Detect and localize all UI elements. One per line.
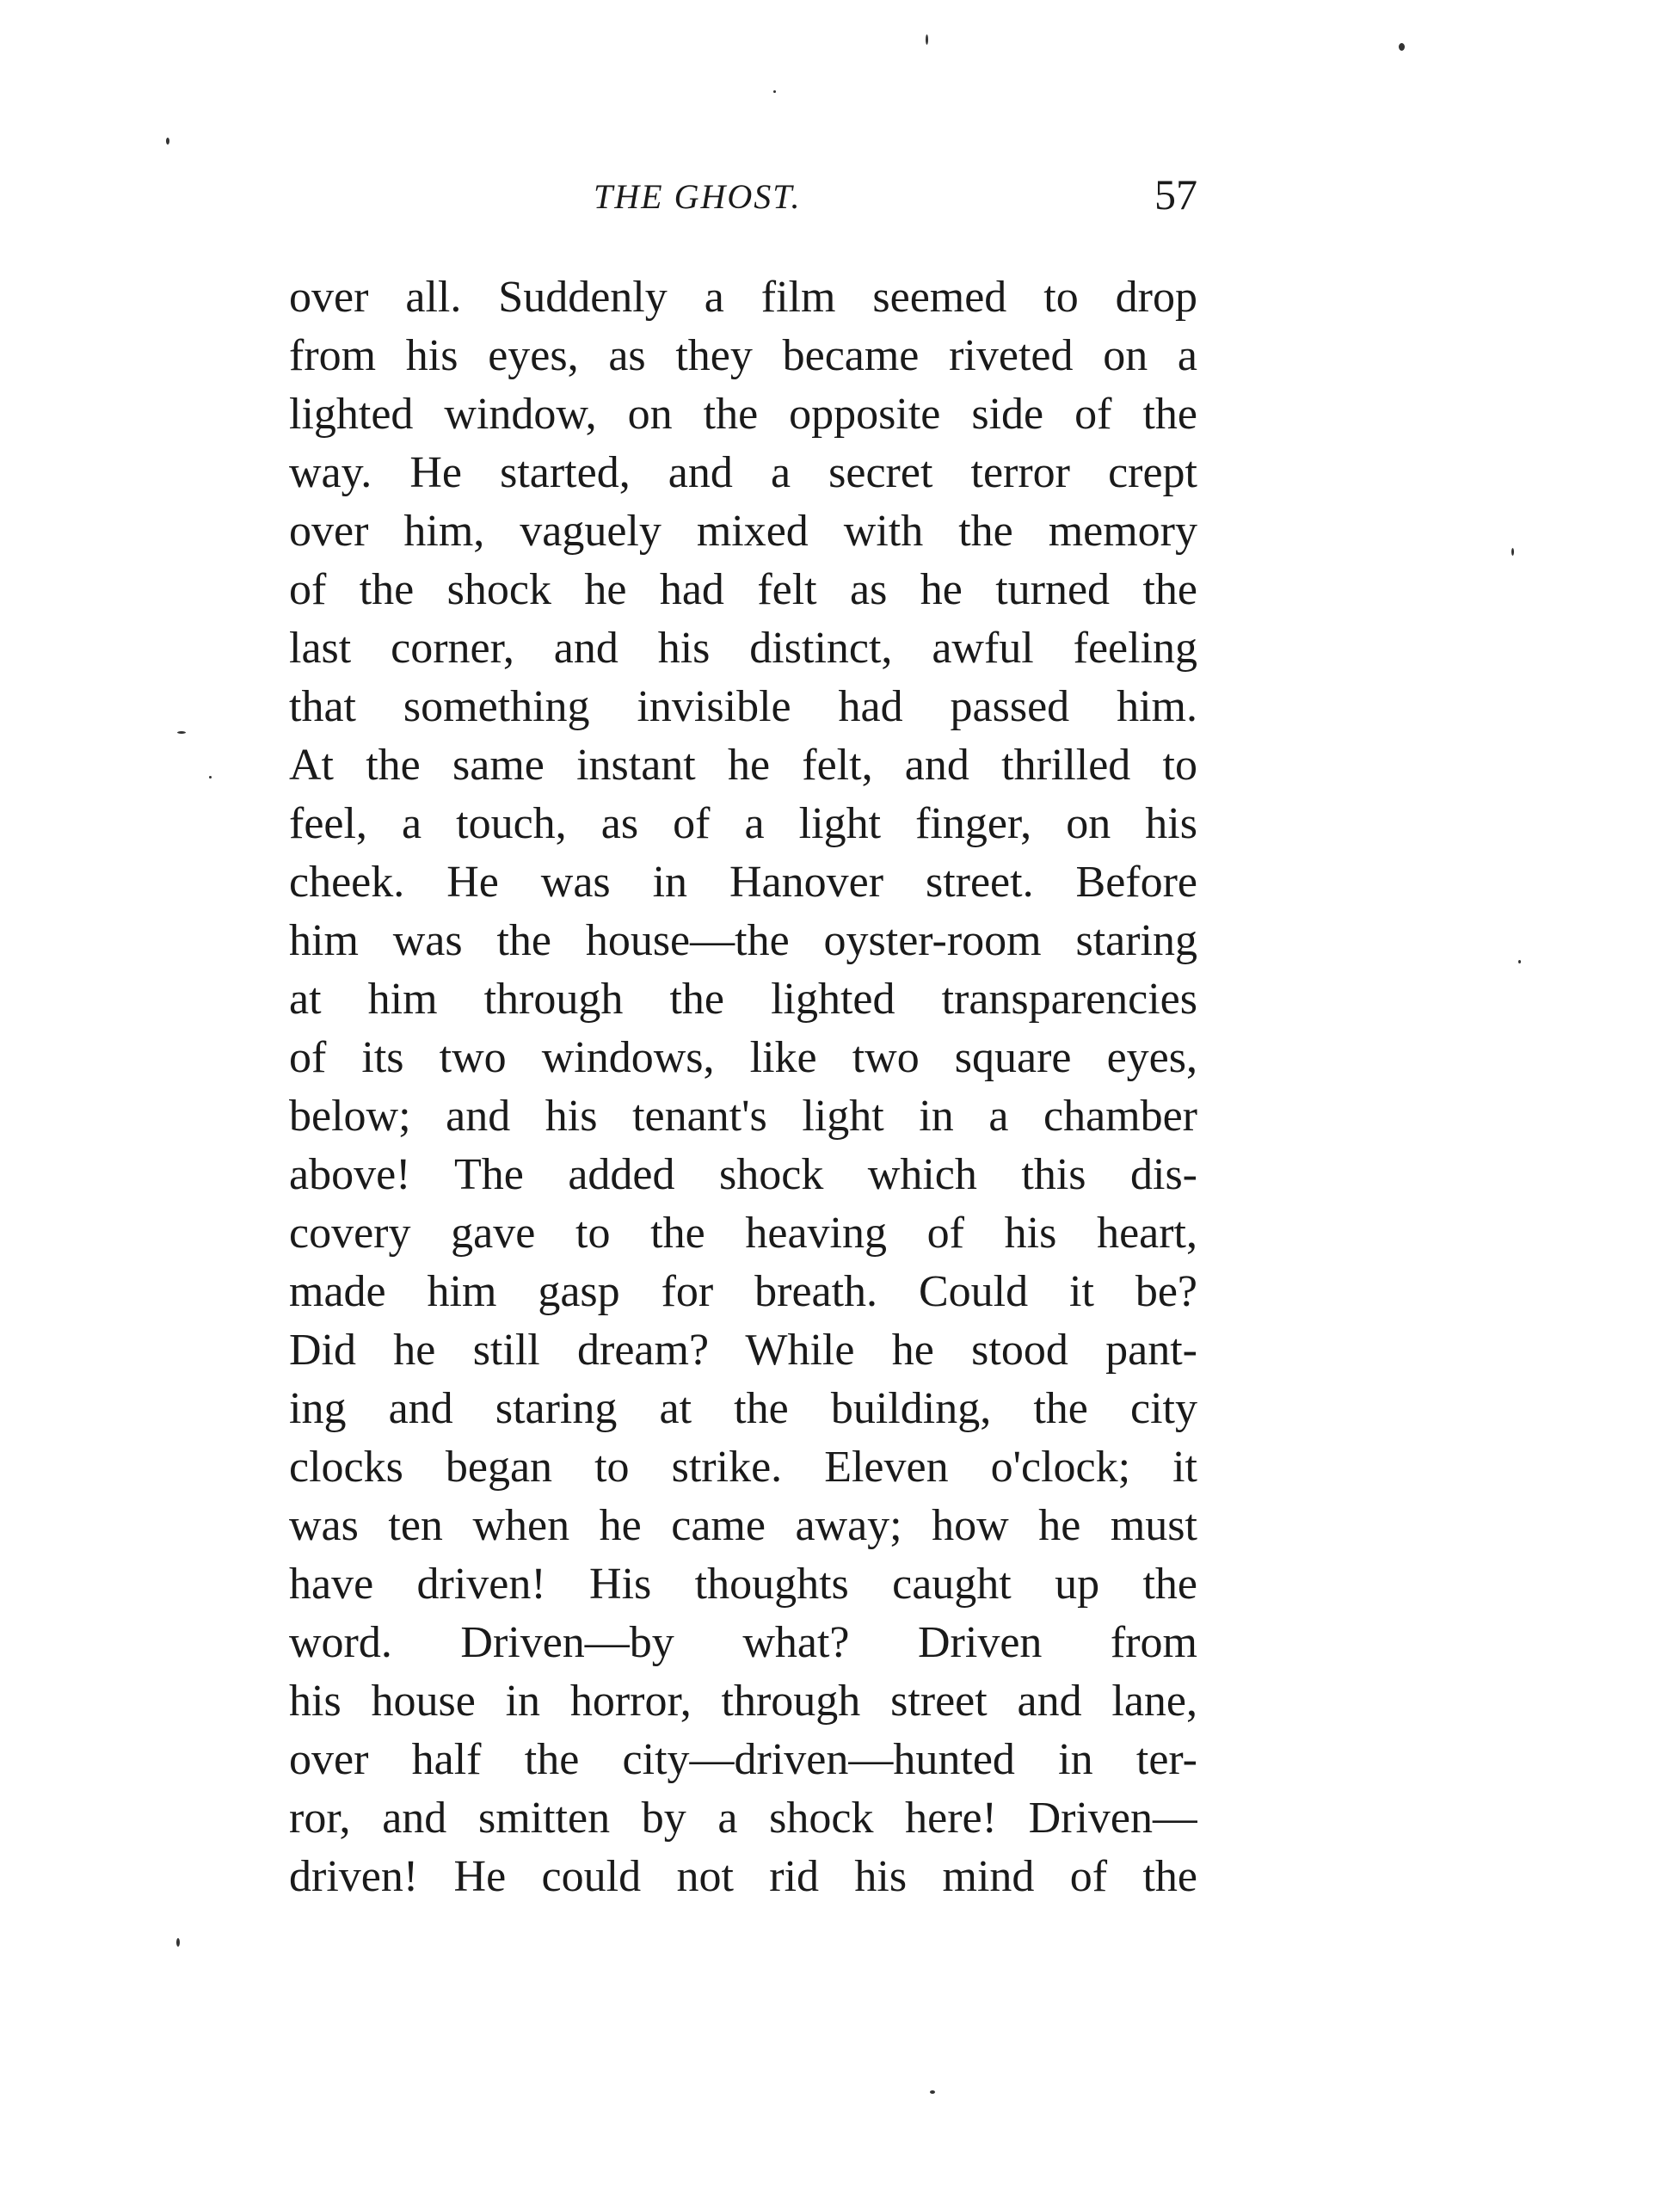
text-line: clocks began to strike. Eleven o'clock; it bbox=[289, 1443, 1197, 1492]
text-line: that something invisible had passed him. bbox=[289, 682, 1197, 731]
running-head bbox=[289, 170, 1197, 228]
text-line: over him, vaguely mixed with the memory bbox=[289, 507, 1197, 556]
text-line: feel, a touch, as of a light finger, on his bbox=[289, 799, 1197, 848]
text-line: over all. Suddenly a film seemed to drop bbox=[289, 273, 1197, 322]
text-line: him was the house—the oyster-room staring bbox=[289, 916, 1197, 965]
text-line: lighted window, on the opposite side of the bbox=[289, 390, 1197, 439]
text-line: ing and staring at the building, the city bbox=[289, 1384, 1197, 1433]
text-line: below; and his tenant's light in a chamber bbox=[289, 1092, 1197, 1141]
paper-speck bbox=[773, 90, 776, 93]
text-line: was ten when he came away; how he must bbox=[289, 1501, 1197, 1550]
running-title: THE GHOST. bbox=[594, 177, 802, 216]
text-line: way. He started, and a secret terror crept bbox=[289, 448, 1197, 497]
text-line: at him through the lighted transparencies bbox=[289, 975, 1197, 1024]
text-line: from his eyes, as they became riveted on a bbox=[289, 331, 1197, 380]
text-line: over half the city—driven—hunted in ter- bbox=[289, 1735, 1197, 1784]
page-number: 57 bbox=[1154, 170, 1197, 218]
paper-speck bbox=[926, 34, 928, 45]
text-line: have driven! His thoughts caught up the bbox=[289, 1560, 1197, 1609]
text-line: covery gave to the heaving of his heart, bbox=[289, 1209, 1197, 1258]
paper-speck bbox=[930, 2090, 935, 2094]
paper-speck bbox=[176, 1938, 180, 1947]
text-line: his house in horror, through street and lane, bbox=[289, 1677, 1197, 1726]
paper-speck bbox=[177, 731, 186, 734]
text-line: cheek. He was in Hanover street. Before bbox=[289, 858, 1197, 907]
text-line: ror, and smitten by a shock here! Driven— bbox=[289, 1794, 1197, 1843]
text-line: Did he still dream? While he stood pant- bbox=[289, 1326, 1197, 1375]
text-line: above! The added shock which this dis- bbox=[289, 1150, 1197, 1199]
body-text bbox=[289, 268, 1197, 1906]
text-line: At the same instant he felt, and thrilled to bbox=[289, 741, 1197, 790]
paper-speck bbox=[1518, 960, 1521, 963]
text-line: made him gasp for breath. Could it be? bbox=[289, 1267, 1197, 1316]
text-line: of the shock he had felt as he turned the bbox=[289, 565, 1197, 614]
text-line: word. Driven—by what? Driven from bbox=[289, 1618, 1197, 1667]
paper-speck bbox=[209, 776, 212, 779]
paper-speck bbox=[166, 138, 169, 145]
text-line: of its two windows, like two square eyes, bbox=[289, 1033, 1197, 1082]
paper-speck bbox=[1399, 43, 1405, 51]
text-line: driven! He could not rid his mind of the bbox=[289, 1852, 1197, 1901]
text-line: last corner, and his distinct, awful feeling bbox=[289, 624, 1197, 673]
paper-speck bbox=[1511, 548, 1514, 556]
